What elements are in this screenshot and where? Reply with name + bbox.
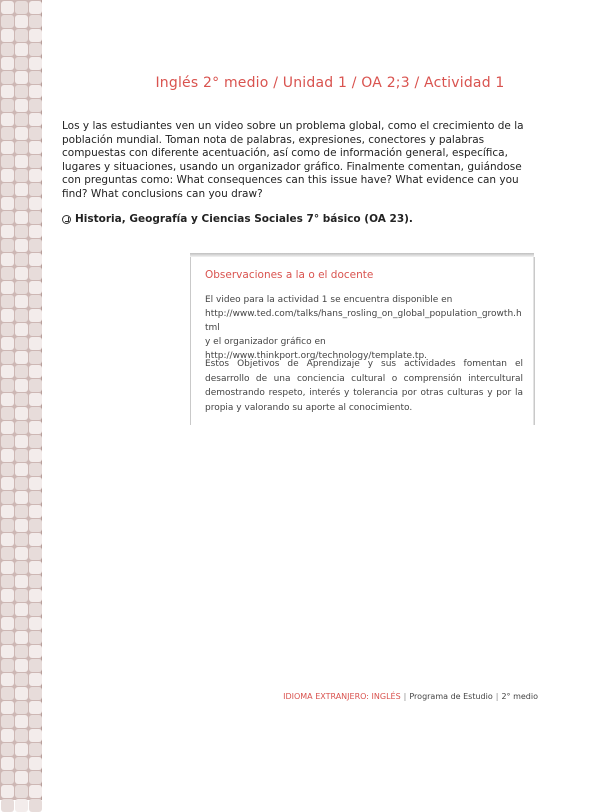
band-tile: [29, 421, 42, 434]
footer-grade: 2° medio: [501, 692, 538, 701]
band-tile: [1, 631, 14, 644]
band-tile: [1, 155, 14, 168]
band-tile: [1, 183, 14, 196]
band-tile: [1, 519, 14, 532]
band-tile: [15, 771, 28, 784]
band-tile: [1, 15, 14, 28]
activity-description: Los y las estudiantes ven un video sobre un problema global, como el crecimiento de la población mundial. Toman nota de palabras, expresiones, conectores y palabras compuestas con diferente acentuación, así como de información general, específica, lugares y situaciones, usando un organizador gráfico. Finalmente comentan, guiándose con preguntas como: What consequences can this issue have? What evidence can you find? What conclusions can you draw?: [62, 120, 524, 200]
teacher-note-title: Observaciones a la o el docente: [205, 269, 374, 281]
band-tile: [1, 211, 14, 224]
band-tile: [15, 393, 28, 406]
band-tile: [15, 491, 28, 504]
band-tile: [1, 71, 14, 84]
band-tile: [29, 15, 42, 28]
band-tile: [15, 477, 28, 490]
band-tile: [1, 43, 14, 56]
band-tile: [15, 85, 28, 98]
band-tile: [29, 701, 42, 714]
cross-curricular-link: [62, 213, 530, 225]
band-tile: [29, 505, 42, 518]
band-tile: [29, 127, 42, 140]
footer-separator: |: [403, 692, 407, 701]
band-tile: [15, 729, 28, 742]
band-tile: [1, 785, 14, 798]
band-tile: [15, 379, 28, 392]
band-tile: [15, 547, 28, 560]
band-tile: [1, 505, 14, 518]
band-tile: [15, 43, 28, 56]
band-tile: [15, 785, 28, 798]
band-tile: [1, 533, 14, 546]
band-tile: [15, 295, 28, 308]
footer-separator: |: [495, 692, 499, 701]
band-tile: [1, 99, 14, 112]
band-tile: [15, 127, 28, 140]
band-tile: [29, 197, 42, 210]
page-footer: [283, 692, 538, 701]
band-tile: [15, 505, 28, 518]
band-tile: [29, 435, 42, 448]
band-tile: [29, 71, 42, 84]
band-tile: [29, 645, 42, 658]
band-tile: [15, 743, 28, 756]
video-link[interactable]: http://www.ted.com/talks/hans_rosling_on_global_population_growth.html: [205, 309, 522, 333]
band-tile: [15, 659, 28, 672]
band-tile: [1, 281, 14, 294]
band-tile: [15, 155, 28, 168]
band-tile: [29, 225, 42, 238]
band-tile: [15, 337, 28, 350]
band-tile: [29, 141, 42, 154]
band-tile: [1, 491, 14, 504]
band-tile: [29, 57, 42, 70]
band-tile: [1, 323, 14, 336]
band-tile: [15, 603, 28, 616]
band-tile: [1, 673, 14, 686]
teacher-note-box: [190, 257, 535, 425]
band-tile: [1, 575, 14, 588]
band-tile: [1, 239, 14, 252]
teacher-note-middle: y el organizador gráfico en: [205, 337, 326, 347]
band-tile: [1, 435, 14, 448]
band-tile: [1, 561, 14, 574]
band-tile: [29, 253, 42, 266]
band-tile: [15, 99, 28, 112]
band-tile: [29, 533, 42, 546]
band-tile: [15, 519, 28, 532]
band-tile: [1, 169, 14, 182]
band-tile: [15, 169, 28, 182]
band-tile: [1, 645, 14, 658]
band-tile: [29, 183, 42, 196]
band-tile: [1, 351, 14, 364]
band-tile: [1, 267, 14, 280]
band-tile: [1, 463, 14, 476]
band-tile: [1, 701, 14, 714]
band-tile: [29, 785, 42, 798]
band-tile: [15, 1, 28, 14]
band-tile: [29, 1, 42, 14]
band-tile: [15, 449, 28, 462]
band-tile: [29, 211, 42, 224]
band-tile: [29, 407, 42, 420]
band-tile: [1, 449, 14, 462]
footer-subject: IDIOMA EXTRANJERO: INGLÉS: [283, 692, 401, 701]
band-tile: [15, 645, 28, 658]
band-tile: [1, 141, 14, 154]
band-tile: [29, 491, 42, 504]
band-tile: [15, 141, 28, 154]
band-tile: [29, 463, 42, 476]
band-tile: [15, 757, 28, 770]
band-tile: [1, 29, 14, 42]
band-tile: [29, 729, 42, 742]
band-tile: [15, 463, 28, 476]
band-tile: [29, 673, 42, 686]
band-tile: [15, 211, 28, 224]
band-tile: [15, 589, 28, 602]
band-tile: [29, 547, 42, 560]
band-tile: [29, 169, 42, 182]
band-tile: [15, 715, 28, 728]
band-tile: [15, 365, 28, 378]
band-tile: [15, 183, 28, 196]
band-tile: [1, 407, 14, 420]
band-tile: [1, 253, 14, 266]
teacher-note-paragraph-resources: [205, 293, 523, 363]
band-tile: [1, 337, 14, 350]
band-tile: [15, 309, 28, 322]
band-tile: [1, 309, 14, 322]
band-tile: [1, 57, 14, 70]
band-tile: [15, 197, 28, 210]
band-tile: [1, 771, 14, 784]
band-tile: [15, 617, 28, 630]
band-tile: [1, 547, 14, 560]
band-tile: [29, 43, 42, 56]
band-tile: [15, 29, 28, 42]
band-tile: [29, 267, 42, 280]
band-tile: [29, 743, 42, 756]
band-tile: [29, 799, 42, 812]
band-tile: [15, 575, 28, 588]
band-tile: [29, 239, 42, 252]
band-tile: [15, 673, 28, 686]
band-tile: [29, 379, 42, 392]
band-tile: [29, 281, 42, 294]
band-tile: [15, 701, 28, 714]
band-tile: [1, 799, 14, 812]
footer-program: Programa de Estudio: [409, 692, 493, 701]
band-tile: [15, 15, 28, 28]
band-tile: [15, 799, 28, 812]
band-tile: [1, 127, 14, 140]
band-tile: [15, 239, 28, 252]
band-tile: [29, 589, 42, 602]
band-tile: [1, 687, 14, 700]
band-tile: [15, 687, 28, 700]
band-tile: [1, 757, 14, 770]
band-tile: [29, 561, 42, 574]
band-tile: [1, 225, 14, 238]
band-tile: [29, 351, 42, 364]
band-tile: [15, 113, 28, 126]
band-tile: [29, 337, 42, 350]
band-tile: [29, 295, 42, 308]
band-tile: [29, 603, 42, 616]
band-tile: [29, 659, 42, 672]
band-tile: [29, 617, 42, 630]
band-tile: [29, 393, 42, 406]
band-tile: [1, 729, 14, 742]
band-tile: [29, 155, 42, 168]
band-tile: [15, 281, 28, 294]
band-tile: [15, 57, 28, 70]
band-tile: [15, 71, 28, 84]
band-tile: [15, 225, 28, 238]
band-tile: [29, 575, 42, 588]
template-link[interactable]: http://www.thinkport.org/technology/template.tp.: [205, 351, 428, 361]
band-tile: [29, 771, 42, 784]
band-tile: [29, 715, 42, 728]
band-tile: [29, 449, 42, 462]
decorative-side-band: [0, 0, 42, 800]
band-tile: [1, 421, 14, 434]
band-tile: [1, 589, 14, 602]
band-tile: [29, 477, 42, 490]
band-tile: [15, 351, 28, 364]
band-tile: [15, 631, 28, 644]
band-tile: [1, 295, 14, 308]
band-tile: [15, 533, 28, 546]
check-circle-icon: [62, 215, 71, 224]
band-tile: [29, 757, 42, 770]
band-tile: [1, 617, 14, 630]
band-tile: [1, 743, 14, 756]
band-tile: [1, 379, 14, 392]
band-tile: [29, 29, 42, 42]
band-tile: [29, 687, 42, 700]
band-tile: [15, 253, 28, 266]
band-tile: [15, 421, 28, 434]
band-tile: [1, 1, 14, 14]
band-tile: [1, 715, 14, 728]
band-tile: [1, 197, 14, 210]
band-tile: [29, 85, 42, 98]
teacher-note-intro: El video para la actividad 1 se encuentra disponible en: [205, 295, 453, 305]
band-tile: [15, 435, 28, 448]
band-tile: [1, 393, 14, 406]
band-tile: [1, 659, 14, 672]
cross-curricular-text: Historia, Geografía y Ciencias Sociales 7° básico (OA 23).: [75, 213, 413, 225]
band-tile: [29, 365, 42, 378]
teacher-note-paragraph-objectives: Estos Objetivos de Aprendizaje y sus actividades fomentan el desarrollo de una conciencia cultural o comprensión intercultural demostrando respeto, interés y tolerancia por otras culturas y por la propia y valorando su aporte al conocimiento.: [205, 359, 523, 413]
band-tile: [29, 519, 42, 532]
band-tile: [29, 113, 42, 126]
band-tile: [1, 603, 14, 616]
band-tile: [29, 323, 42, 336]
band-tile: [29, 631, 42, 644]
band-tile: [1, 365, 14, 378]
band-tile: [15, 407, 28, 420]
band-tile: [29, 99, 42, 112]
band-tile: [29, 309, 42, 322]
band-tile: [15, 561, 28, 574]
band-tile: [1, 113, 14, 126]
band-tile: [15, 267, 28, 280]
band-tile: [15, 323, 28, 336]
page-title: Inglés 2° medio / Unidad 1 / OA 2;3 / Actividad 1: [155, 75, 505, 91]
band-tile: [1, 85, 14, 98]
band-tile: [1, 477, 14, 490]
